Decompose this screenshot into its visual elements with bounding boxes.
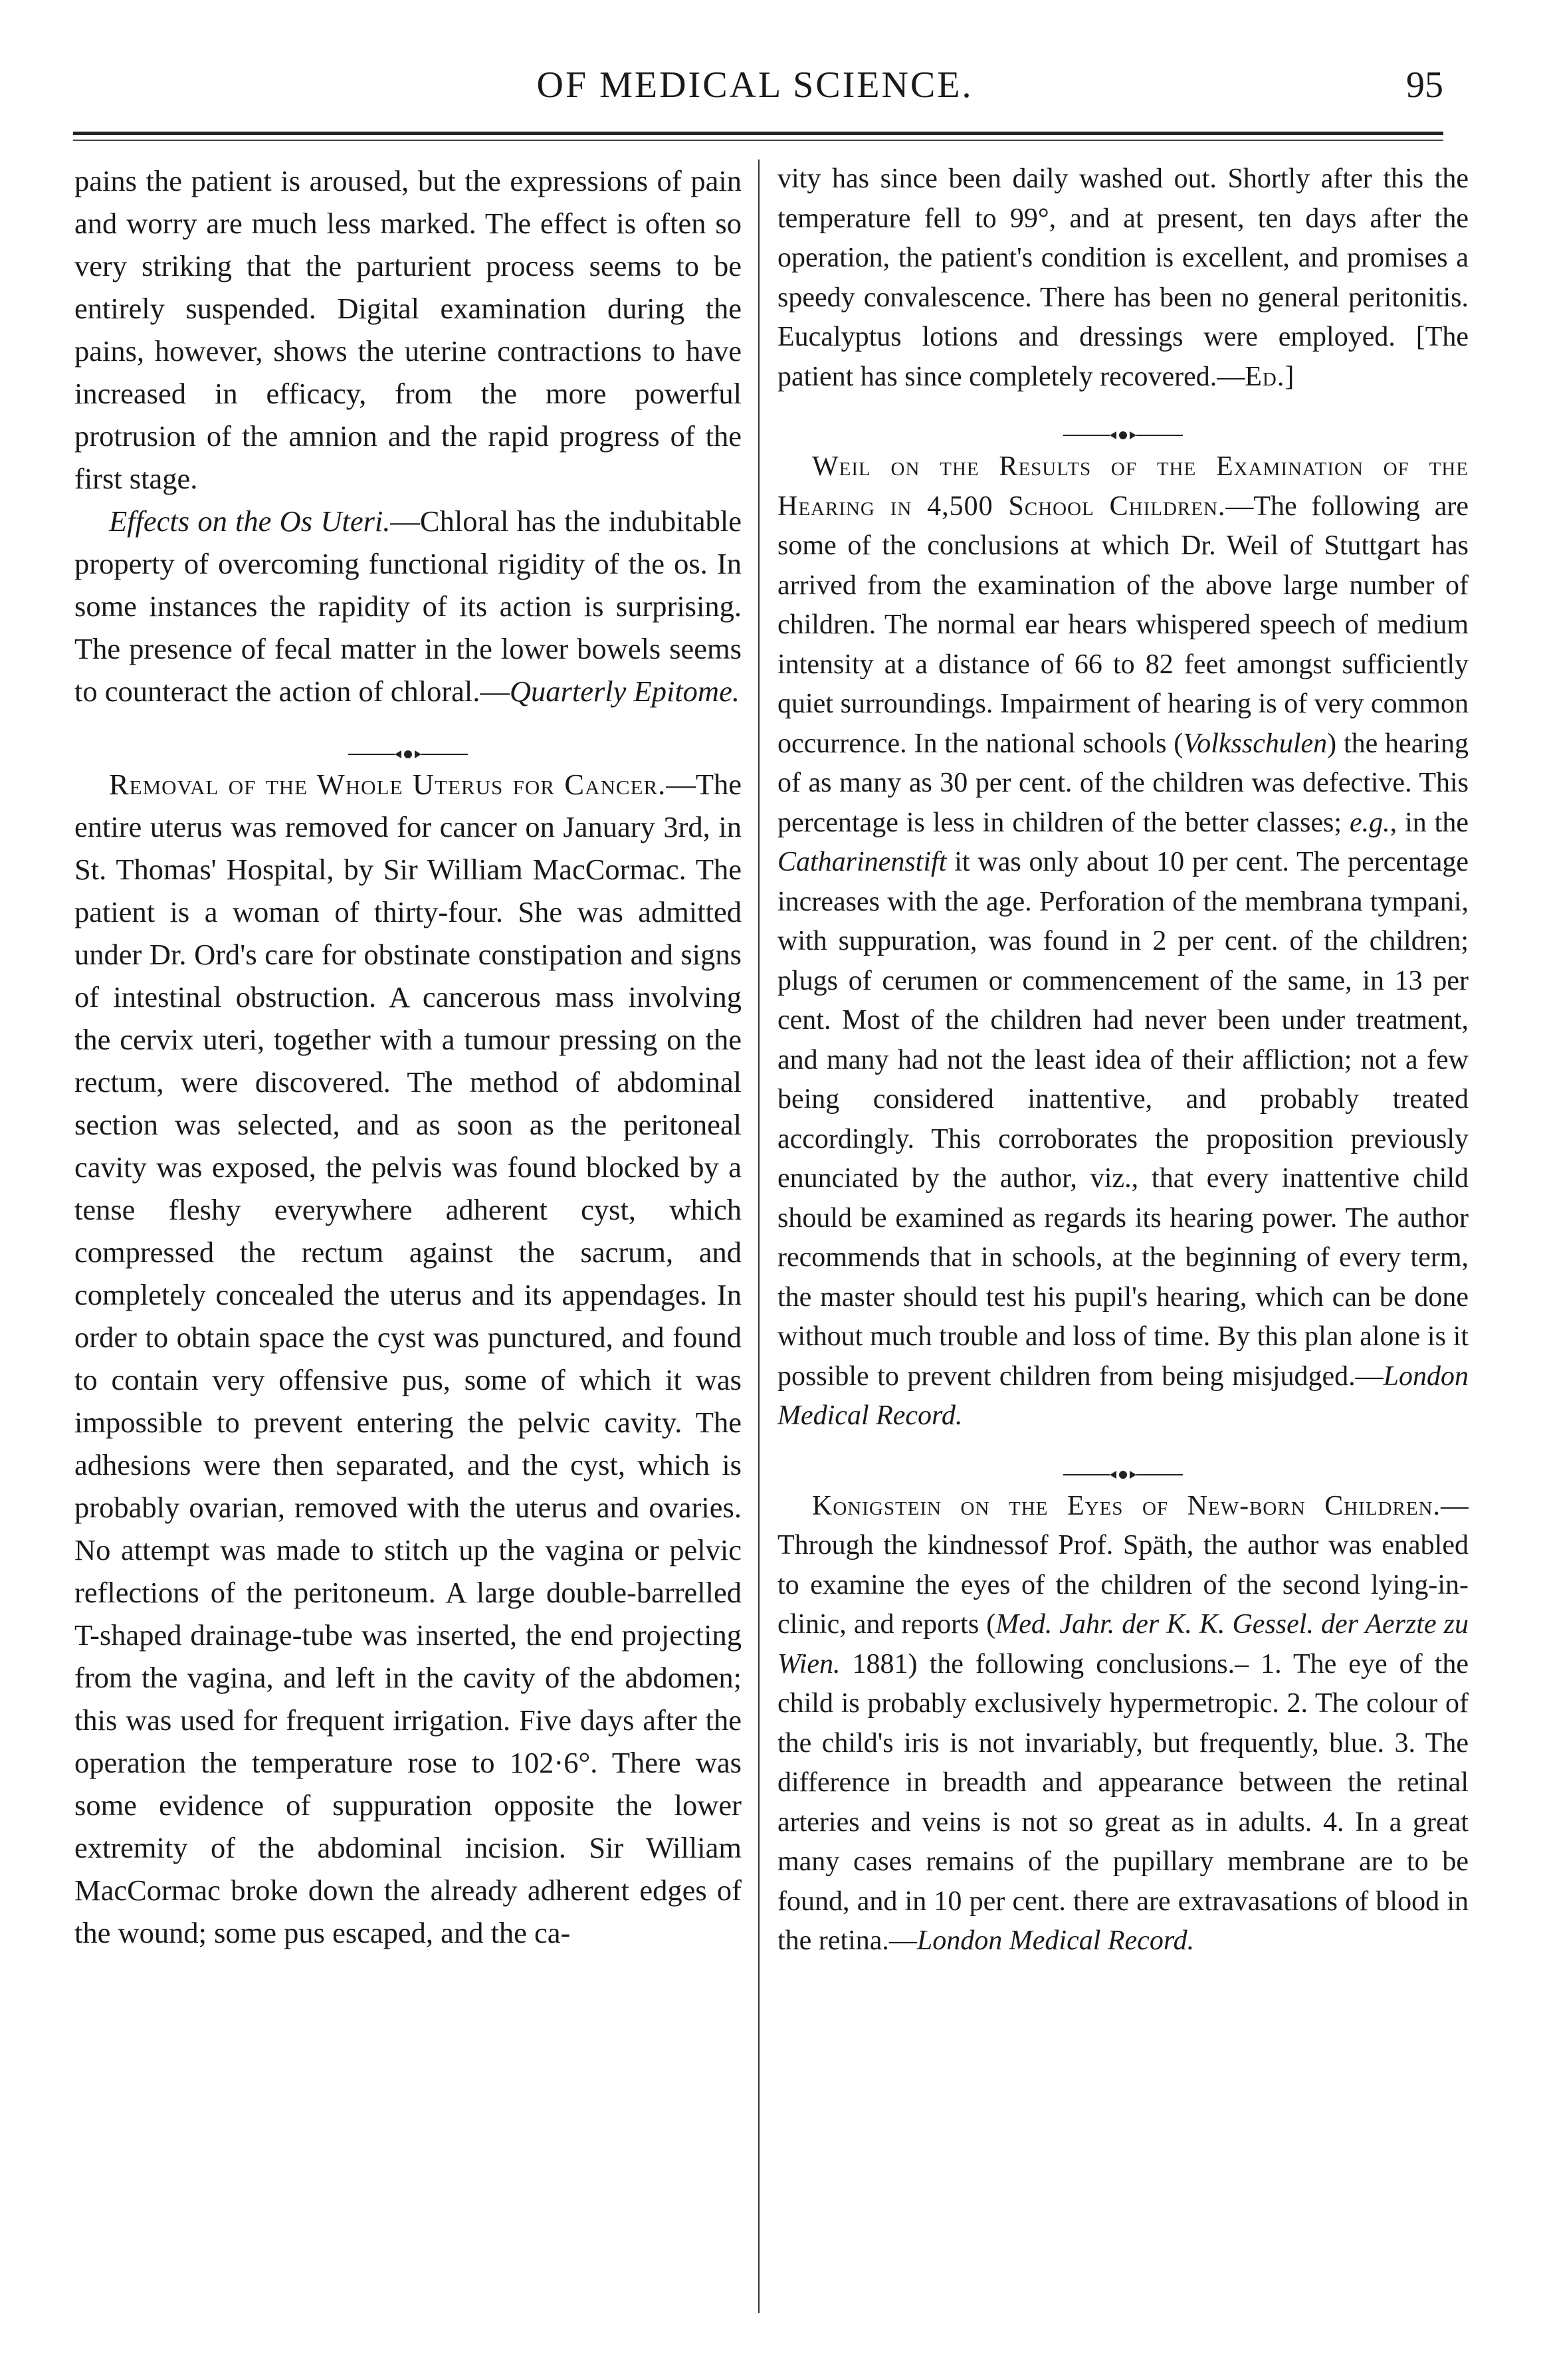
hearing-text-1: —The following are some of the conclusions at which Dr. Weil of Stuttgart has arrived from the examination of the above large number of children. The normal ear hears whispered speech of medium intensity at a distance of 66 to 82 feet amongst sufficiently quiet surroundings. Impairment of hearing is of very common occurrence. In the national schools ( — [777, 490, 1469, 759]
page-header — [66, 58, 1443, 112]
header-rule-thick — [73, 132, 1443, 135]
section-ornament — [74, 730, 742, 743]
volksschulen-term: Volksschulen — [1183, 728, 1328, 759]
hearing-text-4: it was only about 10 per cent. The percentage increases with the age. Perforation of the membrana tympani, with suppuration, was found in 2 per cent. of the children; plugs of cerumen or commencement of the same, in 13 per cent. Most of the children had never been under treatment, and many had not the least idea of their affliction; not a few being considered inattentive, and probably treated accordingly. This corroborates the proposition previously enunciated by the author, viz., that every inattentive child should be examined as regards its hearing power. The author recommends that in schools, at the beginning of every term, the master should test his pupil's hearing, which can be done without much trouble and loss of time. By this plan alone is it possible to prevent children from being misjudged.— — [777, 847, 1469, 1392]
quarterly-epitome-source: Quarterly Epitome. — [509, 675, 740, 708]
editor-bracket: ] — [1285, 361, 1294, 392]
os-uteri-heading: Effects on the Os Uteri. — [109, 504, 391, 538]
section-ornament — [777, 1454, 1469, 1467]
uterus-removal-article — [74, 763, 742, 1954]
section-ornament — [777, 414, 1469, 427]
eg-abbrev: e.g. — [1349, 807, 1390, 838]
column-divider — [758, 160, 760, 2313]
uterus-removal-title: Removal of the Whole Uterus for Cancer. — [109, 768, 667, 801]
running-head: OF MEDICAL SCIENCE. — [536, 64, 974, 106]
os-uteri-text: —Chloral has the indubitable property of overcoming functional rigidity of the os. In some instances the rapidity of its action is surprising. The presence of fecal matter in the lower bowels seems to counteract the action of chloral.— — [74, 504, 742, 708]
ornament-rule-icon — [348, 748, 468, 761]
editor-mark: Ed. — [1245, 361, 1285, 392]
eyes-reference: Med. Jahr. der K. K. Gessel. der Aerzte zu Wien. — [777, 1609, 1469, 1679]
eyes-text-1: —Through the kindnessof Prof. Späth, the author was enabled to examine the eyes of the children of the second lying-in-clinic, and reports ( — [777, 1490, 1469, 1640]
eyes-source: London Medical Record. — [916, 1925, 1195, 1956]
hearing-article-title: Weil on the Results of the Examination of the Hearing in 4,500 School Children. — [777, 451, 1469, 522]
uterus-removal-continued-text: vity has since been daily washed out. Shortly after this the temperature fell to 99°, and at present, ten days after the operation, the patient's condition is excellent, and promises a speedy convalescence. There has been no general peritonitis. Eucalyptus lotions and dressings were employed. [The patient has since completely recovered.— — [777, 163, 1469, 392]
left-column — [74, 160, 742, 2320]
page-number: 95 — [1406, 64, 1443, 106]
eyes-text-2: 1881) the following conclusions.– 1. The eye of the child is probably exclusively hypermetropic. 2. The colour of the child's iris is not invariably, but frequently, blue. 3. The difference in breadth and appearance between the retinal arteries and veins is not so great as in adults. 4. In a great many cases remains of the pupillary membrane are to be found, and in 10 per cent. there are extravasations of blood in the retina.— — [777, 1648, 1469, 1956]
uterus-removal-body: —The entire uterus was removed for cancer on January 3rd, in St. Thomas' Hospital, by Sir William MacCormac. The patient is a woman of thirty-four. She was admitted under Dr. Ord's care for obstinate constipation and signs of intestinal obstruction. A cancerous mass involving the cervix uteri, together with a tumour pressing on the rectum, were discovered. The method of abdominal section was selected, and as soon as the peritoneal cavity was exposed, the pelvis was found blocked by a tense fleshy everywhere adherent cyst, which compressed the rectum against the sacrum, and completely concealed the uterus and its appendages. In order to obtain space the cyst was punctured, and found to contain very offensive pus, some of which it was impossible to prevent entering the pelvic cavity. The adhesions were then separated, and the cyst, which is probably ovarian, removed with the uterus and ovaries. No attempt was made to stitch up the vagina or pelvic reflections of the peritoneum. A large double-barrelled T-shaped drainage-tube was inserted, the end projecting from the vagina, and left in the cavity of the abdomen; this was used for frequent irrigation. Five days after the operation the temperature rose to 102·6°. There was some evidence of suppuration opposite the lower extremity of the abdominal incision. Sir William MacCormac broke down the already adherent edges of the wound; some pus escaped, and the ca- — [74, 768, 742, 1949]
uterus-removal-continued — [777, 160, 1469, 397]
hearing-text-2: ) the hearing of as many as 30 per cent. of the children was defective. This percentage is less in children of the better classes; — [777, 728, 1469, 838]
hearing-article — [777, 447, 1469, 1436]
right-column — [777, 160, 1469, 2320]
ornament-rule-icon — [1063, 429, 1183, 442]
hearing-text-3: , in the — [1389, 807, 1469, 838]
chloral-continued-paragraph: pains the patient is aroused, but the expressions of pain and worry are much less marked. The effect is often so very striking that the parturient process seems to be entirely suspended. Digital examination during the pains, however, shows the uterine contractions to have increased in efficacy, from the more powerful protrusion of the amnion and the rapid progress of the first stage. — [74, 164, 742, 495]
os-uteri-paragraph — [74, 500, 742, 712]
ornament-rule-icon — [1063, 1468, 1183, 1481]
hearing-source: London Medical Record. — [777, 1360, 1469, 1431]
eyes-article-title: Konigstein on the Eyes of New-born Children. — [812, 1490, 1441, 1521]
catharinenstift-term: Catharinenstift — [777, 847, 947, 877]
eyes-article — [777, 1487, 1469, 1961]
header-rule-thin — [73, 140, 1443, 141]
